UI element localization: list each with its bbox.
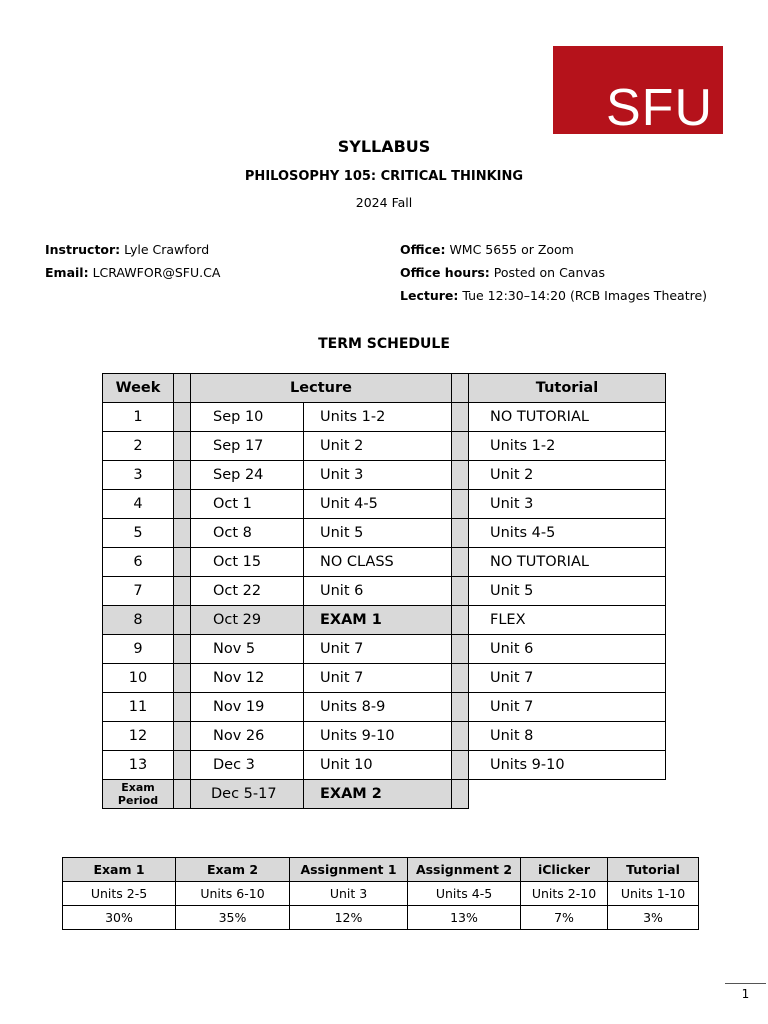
week-cell: 13 (103, 751, 174, 780)
grade-headers-cell: Tutorial (608, 858, 699, 882)
week-cell: 8 (103, 606, 174, 635)
lecture-topic-cell: Unit 10 (304, 751, 452, 780)
sfu-logo (553, 46, 723, 137)
tutorial-cell: NO TUTORIAL (469, 548, 666, 577)
date-cell: Nov 19 (191, 693, 304, 722)
gap-cell (452, 693, 469, 722)
gap-cell (174, 374, 191, 403)
grade-headers-cell: Assignment 2 (408, 858, 521, 882)
office-label: Office: (400, 242, 446, 257)
exam-period-line1: Exam (121, 781, 155, 794)
gap-cell (452, 432, 469, 461)
date-cell: Nov 12 (191, 664, 304, 693)
week-cell: 9 (103, 635, 174, 664)
page-number-rule (725, 983, 766, 984)
document-title: SYLLABUS (337, 137, 431, 156)
term: 2024 Fall (355, 195, 413, 210)
tutorial-header: Tutorial (469, 374, 666, 403)
week-cell: 6 (103, 548, 174, 577)
gap-cell (174, 490, 191, 519)
week-cell: 7 (103, 577, 174, 606)
lecture-topic-cell: Units 8-9 (304, 693, 452, 722)
office-hours-line (400, 265, 605, 280)
week-cell: 3 (103, 461, 174, 490)
tutorial-cell: Unit 7 (469, 664, 666, 693)
schedule-row (103, 722, 666, 751)
gap-cell (174, 780, 191, 809)
schedule-row (103, 490, 666, 519)
lecture-value: Tue 12:30–14:20 (RCB Images Theatre) (462, 288, 708, 303)
gap-cell (452, 722, 469, 751)
grade-weights-cell: 35% (176, 906, 290, 930)
exam-period-cell (103, 780, 174, 809)
date-cell: Sep 17 (191, 432, 304, 461)
week-cell: 5 (103, 519, 174, 548)
email-line (45, 265, 220, 280)
tutorial-cell: NO TUTORIAL (469, 403, 666, 432)
gap-cell (174, 519, 191, 548)
lecture-topic-cell: Units 1-2 (304, 403, 452, 432)
lecture-topic-cell: Units 9-10 (304, 722, 452, 751)
lecture-topic-cell: Unit 3 (304, 461, 452, 490)
date-cell: Sep 24 (191, 461, 304, 490)
empty-cell (469, 780, 666, 809)
tutorial-cell: Unit 7 (469, 693, 666, 722)
gap-cell (452, 606, 469, 635)
exam-period-row (103, 780, 666, 809)
grade-weights-cell: 3% (608, 906, 699, 930)
course-title: PHILOSOPHY 105: CRITICAL THINKING (244, 169, 524, 184)
week-cell: 2 (103, 432, 174, 461)
gap-cell (174, 548, 191, 577)
schedule-heading: TERM SCHEDULE (318, 336, 450, 352)
tutorial-cell: Units 1-2 (469, 432, 666, 461)
gap-cell (174, 403, 191, 432)
date-cell: Nov 26 (191, 722, 304, 751)
schedule-row (103, 548, 666, 577)
schedule-row (103, 403, 666, 432)
gap-cell (174, 693, 191, 722)
grade-weights-cell: 13% (408, 906, 521, 930)
instructor-name: Lyle Crawford (124, 242, 210, 257)
schedule-row (103, 606, 666, 635)
grade-weights-cell: 30% (63, 906, 176, 930)
date-cell: Nov 5 (191, 635, 304, 664)
grade-units-row (63, 882, 699, 906)
gap-cell (452, 577, 469, 606)
lecture-topic-cell: Unit 7 (304, 664, 452, 693)
page-number: 1 (741, 987, 750, 1001)
lecture-topic-cell: Unit 4-5 (304, 490, 452, 519)
lecture-header: Lecture (191, 374, 452, 403)
week-cell: 1 (103, 403, 174, 432)
schedule-row (103, 751, 666, 780)
lecture-topic-cell: Unit 5 (304, 519, 452, 548)
tutorial-cell: Unit 3 (469, 490, 666, 519)
instructor-label: Instructor: (45, 242, 121, 257)
gap-cell (452, 780, 469, 809)
date-cell: Oct 8 (191, 519, 304, 548)
grade-headers-cell: Exam 1 (63, 858, 176, 882)
schedule-row (103, 693, 666, 722)
grade-units-cell: Unit 3 (290, 882, 408, 906)
gap-cell (174, 606, 191, 635)
date-cell: Oct 22 (191, 577, 304, 606)
lecture-topic-cell: EXAM 1 (304, 606, 452, 635)
term-schedule-table (102, 373, 666, 809)
grade-units-cell: Units 1-10 (608, 882, 699, 906)
tutorial-cell: Units 4-5 (469, 519, 666, 548)
exam-period-line2: Period (117, 794, 159, 807)
gap-cell (174, 577, 191, 606)
gap-cell (452, 519, 469, 548)
gap-cell (174, 635, 191, 664)
grade-headers-cell: Assignment 1 (290, 858, 408, 882)
email-label: Email: (45, 265, 89, 280)
tutorial-cell: FLEX (469, 606, 666, 635)
week-cell: 10 (103, 664, 174, 693)
lecture-line (400, 288, 707, 303)
lecture-topic-cell: EXAM 2 (304, 780, 452, 809)
date-cell: Oct 29 (191, 606, 304, 635)
grade-weights-cell: 12% (290, 906, 408, 930)
instructor-line (45, 242, 209, 257)
schedule-row (103, 519, 666, 548)
lecture-topic-cell: NO CLASS (304, 548, 452, 577)
date-cell: Oct 1 (191, 490, 304, 519)
schedule-row (103, 461, 666, 490)
date-cell: Sep 10 (191, 403, 304, 432)
lecture-label: Lecture: (400, 288, 459, 303)
lecture-topic-cell: Unit 2 (304, 432, 452, 461)
schedule-row (103, 635, 666, 664)
tutorial-cell: Unit 2 (469, 461, 666, 490)
gap-cell (452, 461, 469, 490)
schedule-header-row (103, 374, 666, 403)
gap-cell (174, 751, 191, 780)
gap-cell (174, 432, 191, 461)
gap-cell (452, 403, 469, 432)
office-hours-value: Posted on Canvas (493, 265, 605, 280)
gap-cell (174, 461, 191, 490)
grade-breakdown-table (62, 857, 699, 930)
grade-units-cell: Units 2-5 (63, 882, 176, 906)
week-cell: 11 (103, 693, 174, 722)
week-cell: 4 (103, 490, 174, 519)
schedule-row (103, 432, 666, 461)
email-address[interactable]: LCRAWFOR@SFU.CA (92, 265, 221, 280)
gap-cell (452, 635, 469, 664)
gap-cell (452, 664, 469, 693)
grade-header-row (63, 858, 699, 882)
grade-headers-cell: iClicker (521, 858, 608, 882)
lecture-topic-cell: Unit 7 (304, 635, 452, 664)
grade-units-cell: Units 4-5 (408, 882, 521, 906)
logo-text: SFU (606, 79, 713, 137)
office-hours-label: Office hours: (400, 265, 490, 280)
office-value: WMC 5655 or Zoom (449, 242, 574, 257)
tutorial-cell: Unit 6 (469, 635, 666, 664)
lecture-topic-cell: Unit 6 (304, 577, 452, 606)
grade-weights-cell: 7% (521, 906, 608, 930)
date-cell: Oct 15 (191, 548, 304, 577)
date-cell: Dec 5-17 (191, 780, 304, 809)
tutorial-cell: Unit 5 (469, 577, 666, 606)
grade-units-cell: Units 6-10 (176, 882, 290, 906)
gap-cell (452, 548, 469, 577)
gap-cell (452, 751, 469, 780)
week-cell: 12 (103, 722, 174, 751)
gap-cell (452, 374, 469, 403)
date-cell: Dec 3 (191, 751, 304, 780)
grade-units-cell: Units 2-10 (521, 882, 608, 906)
grade-weights-row (63, 906, 699, 930)
gap-cell (174, 664, 191, 693)
grade-headers-cell: Exam 2 (176, 858, 290, 882)
week-header: Week (103, 374, 174, 403)
gap-cell (452, 490, 469, 519)
tutorial-cell: Units 9-10 (469, 751, 666, 780)
schedule-row (103, 664, 666, 693)
gap-cell (174, 722, 191, 751)
office-line (400, 242, 574, 257)
tutorial-cell: Unit 8 (469, 722, 666, 751)
schedule-row (103, 577, 666, 606)
